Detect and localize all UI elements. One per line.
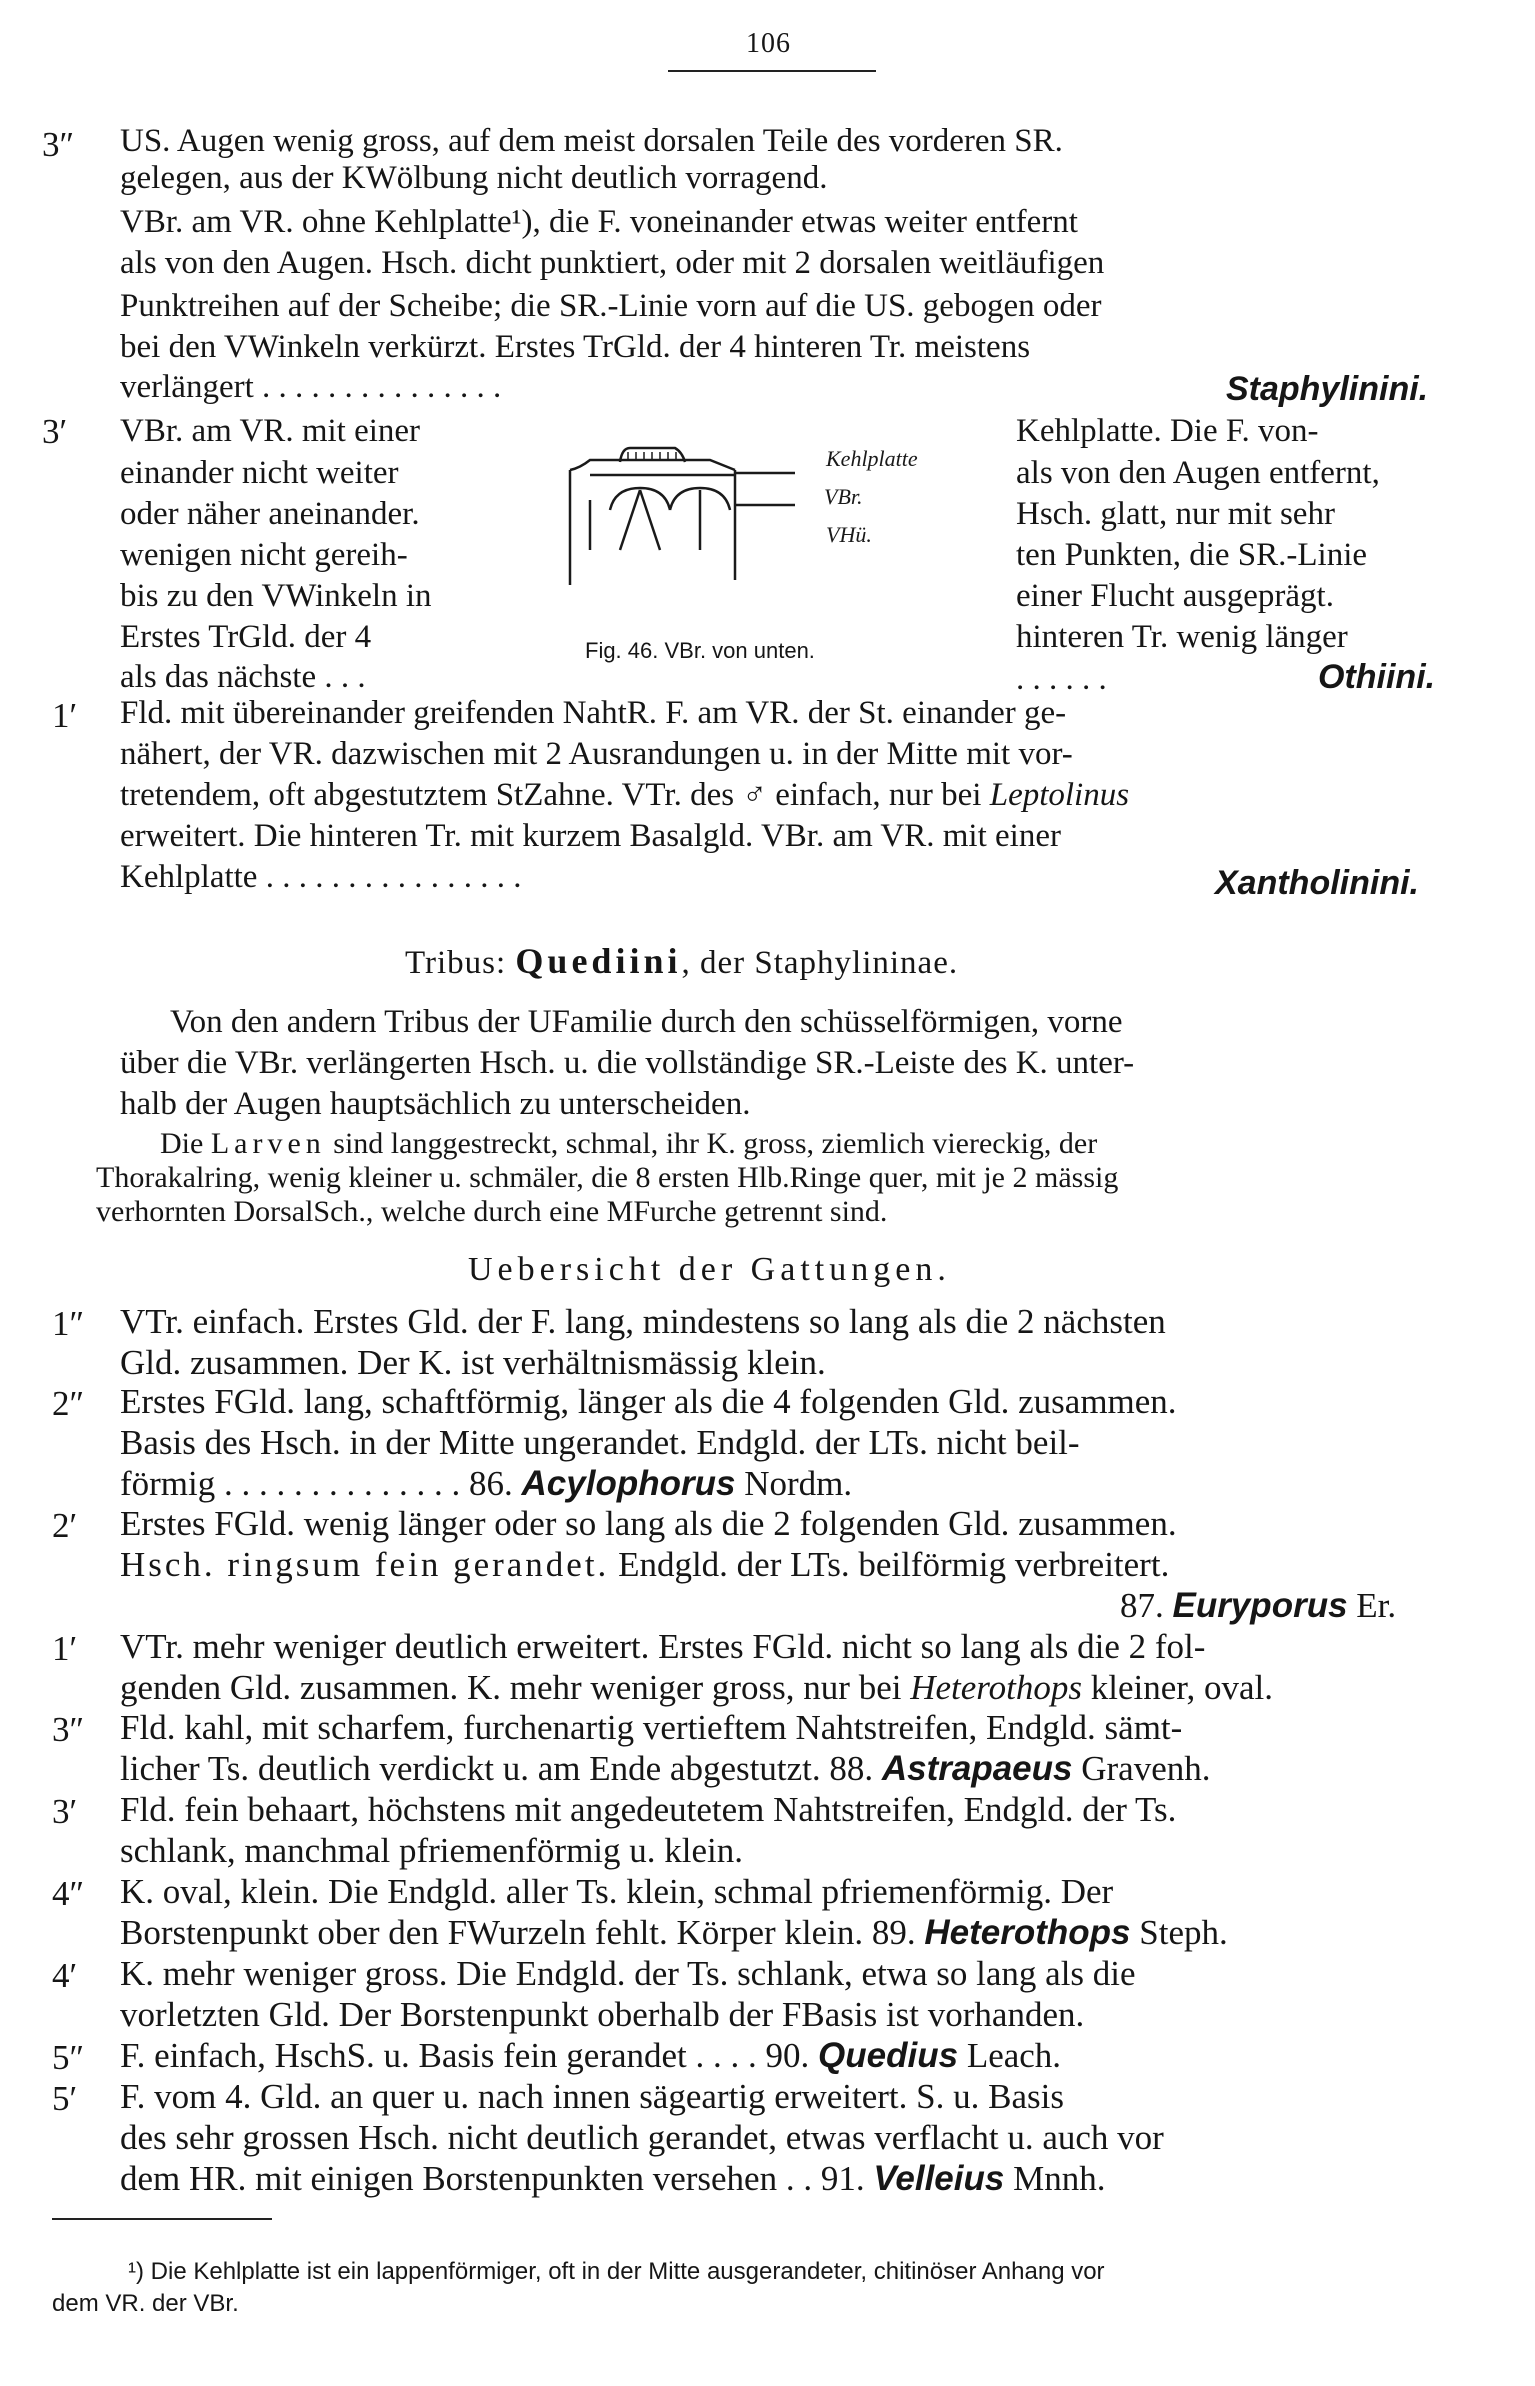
footnote-line: ¹) Die Kehlplatte ist ein lappenförmiger, oft in der Mitte ausgerandeter, chitinöser Anhang vor bbox=[128, 2258, 1105, 2285]
genus-name: Astrapaeus bbox=[881, 1749, 1073, 1788]
header-rule bbox=[668, 70, 876, 72]
key-split-right: einer Flucht ausgeprägt. bbox=[1016, 578, 1334, 614]
key-line: schlank, manchmal pfriemenförmig u. klein. bbox=[120, 1831, 744, 1870]
genus-name: Euryporus bbox=[1172, 1586, 1348, 1625]
key-num: 4″ bbox=[52, 1874, 85, 1913]
key-split-left: VBr. am VR. mit einer bbox=[120, 413, 421, 449]
intro-line: Von den andern Tribus der UFamilie durch den schüsselförmigen, vorne bbox=[170, 1004, 1123, 1040]
key-num: 2′ bbox=[52, 1506, 78, 1545]
key-line: Hsch. ringsum fein gerandet. Endgld. der LTs. beilförmig verbreitert. bbox=[120, 1545, 1170, 1584]
figure-label-kehlplatte: Kehlplatte bbox=[826, 446, 918, 471]
footnote-rule bbox=[52, 2218, 272, 2220]
key-line: licher Ts. deutlich verdickt u. am Ende abgestutzt. 88. Astrapaeus Gravenh. bbox=[120, 1749, 1211, 1788]
genus-name: Quedius bbox=[818, 2036, 959, 2075]
taxon-name: Othiini. bbox=[1318, 658, 1436, 696]
key-split-right: ten Punkten, die SR.-Linie bbox=[1016, 537, 1368, 573]
page-number: 106 bbox=[746, 28, 791, 59]
key-line: F. einfach, HschS. u. Basis fein gerandet . . . . 90. Quedius Leach. bbox=[120, 2036, 1062, 2075]
key-line: 87. Euryporus Er. bbox=[1120, 1586, 1397, 1625]
key-num: 5″ bbox=[52, 2038, 85, 2077]
key-num: 4′ bbox=[52, 1956, 78, 1995]
prothorax-diagram bbox=[550, 440, 970, 620]
key-num: 3′ bbox=[42, 412, 68, 451]
key-split-left: einander nicht weiter bbox=[120, 455, 399, 491]
tribus-name: Quediini bbox=[515, 941, 682, 981]
tribus-heading: Tribus: Quediini, der Staphylininae. bbox=[405, 941, 959, 981]
figure-label-vbr: VBr. bbox=[824, 484, 863, 509]
key-line: förmig . . . . . . . . . . . . . . 86. Acylophorus Nordm. bbox=[120, 1464, 853, 1503]
genus-name: Acylophorus bbox=[521, 1464, 736, 1503]
key-split-right: . . . . . . bbox=[1016, 661, 1107, 697]
key-line: des sehr grossen Hsch. nicht deutlich gerandet, etwas verflacht u. auch vor bbox=[120, 2118, 1164, 2157]
key-split-left: als das nächste . . . bbox=[120, 659, 366, 695]
key-line: dem HR. mit einigen Borstenpunkten versehen . . 91. Velleius Mnnh. bbox=[120, 2159, 1106, 2198]
genus-name: Heterothops bbox=[924, 1913, 1131, 1952]
key-num: 1′ bbox=[52, 1629, 78, 1668]
key-num: 3″ bbox=[42, 125, 75, 164]
key-line: als von den Augen. Hsch. dicht punktiert, oder mit 2 dorsalen weitläufigen bbox=[120, 245, 1105, 281]
section-heading: Uebersicht der Gattungen. bbox=[468, 1251, 951, 1288]
key-split-right: Hsch. glatt, nur mit sehr bbox=[1016, 496, 1335, 532]
key-line: Borstenpunkt ober den FWurzeln fehlt. Körper klein. 89. Heterothops Steph. bbox=[120, 1913, 1228, 1952]
key-line: Erstes FGld. wenig länger oder so lang als die 2 folgenden Gld. zusammen. bbox=[120, 1504, 1177, 1543]
key-line: verlängert . . . . . . . . . . . . . . . bbox=[120, 369, 502, 405]
key-num: 3′ bbox=[52, 1792, 78, 1831]
key-split-right: als von den Augen entfernt, bbox=[1016, 455, 1380, 491]
larven-line: Die Larven sind langgestreckt, schmal, ihr K. gross, ziemlich viereckig, der bbox=[160, 1127, 1098, 1160]
key-line: Fld. kahl, mit scharfem, furchenartig vertieftem Nahtstreifen, Endgld. sämt- bbox=[120, 1708, 1183, 1747]
key-line: K. oval, klein. Die Endgld. aller Ts. klein, schmal pfriemenförmig. Der bbox=[120, 1872, 1114, 1911]
key-line: erweitert. Die hinteren Tr. mit kurzem Basalgld. VBr. am VR. mit einer bbox=[120, 818, 1061, 854]
key-split-right: Kehlplatte. Die F. von- bbox=[1016, 413, 1319, 449]
key-line: K. mehr weniger gross. Die Endgld. der Ts. schlank, etwa so lang als die bbox=[120, 1954, 1136, 1993]
larven-line: Thorakalring, wenig kleiner u. schmäler, die 8 ersten Hlb.Ringe quer, mit je 2 mässig bbox=[96, 1161, 1119, 1194]
key-line: gelegen, aus der KWölbung nicht deutlich vorragend. bbox=[120, 160, 828, 196]
key-split-right: hinteren Tr. wenig länger bbox=[1016, 619, 1348, 655]
key-line: Punktreihen auf der Scheibe; die SR.-Linie vorn auf die US. gebogen oder bbox=[120, 288, 1102, 324]
key-split-left: bis zu den VWinkeln in bbox=[120, 578, 432, 614]
taxon-name: Xantholinini. bbox=[1215, 864, 1419, 902]
footnote-line: dem VR. der VBr. bbox=[52, 2290, 239, 2317]
key-line: genden Gld. zusammen. K. mehr weniger gross, nur bei Heterothops kleiner, oval. bbox=[120, 1668, 1273, 1707]
key-line: Fld. fein behaart, höchstens mit angedeutetem Nahtstreifen, Endgld. der Ts. bbox=[120, 1790, 1177, 1829]
key-num: 2″ bbox=[52, 1384, 85, 1423]
taxon-name: Staphylinini. bbox=[1226, 370, 1429, 408]
key-line: VBr. am VR. ohne Kehlplatte¹), die F. voneinander etwas weiter entfernt bbox=[120, 204, 1078, 240]
key-line: Kehlplatte . . . . . . . . . . . . . . . . bbox=[120, 859, 522, 895]
key-line: F. vom 4. Gld. an quer u. nach innen sägeartig erweitert. S. u. Basis bbox=[120, 2077, 1064, 2116]
key-num: 1″ bbox=[52, 1304, 85, 1343]
intro-line: halb der Augen hauptsächlich zu unterscheiden. bbox=[120, 1086, 751, 1122]
figure-caption: Fig. 46. VBr. von unten. bbox=[585, 638, 815, 663]
figure-label-vhu: VHü. bbox=[826, 522, 872, 547]
key-line: VTr. einfach. Erstes Gld. der F. lang, mindestens so lang als die 2 nächsten bbox=[120, 1302, 1166, 1341]
key-line: Gld. zusammen. Der K. ist verhältnismässig klein. bbox=[120, 1343, 826, 1382]
key-num: 1′ bbox=[52, 696, 78, 735]
intro-line: über die VBr. verlängerten Hsch. u. die vollständige SR.-Leiste des K. unter- bbox=[120, 1045, 1135, 1081]
key-line: Erstes FGld. lang, schaftförmig, länger als die 4 folgenden Gld. zusammen. bbox=[120, 1382, 1177, 1421]
key-split-left: Erstes TrGld. der 4 bbox=[120, 619, 372, 655]
key-line: nähert, der VR. dazwischen mit 2 Ausrandungen u. in der Mitte mit vor- bbox=[120, 736, 1073, 772]
key-line: bei den VWinkeln verkürzt. Erstes TrGld. der 4 hinteren Tr. meistens bbox=[120, 329, 1031, 365]
key-num: 3″ bbox=[52, 1710, 85, 1749]
key-line: Basis des Hsch. in der Mitte ungerandet. Endgld. der LTs. nicht beil- bbox=[120, 1423, 1080, 1462]
genus-name: Velleius bbox=[873, 2159, 1005, 2198]
key-line: US. Augen wenig gross, auf dem meist dorsalen Teile des vorderen SR. bbox=[120, 123, 1063, 159]
key-split-left: wenigen nicht gereih- bbox=[120, 537, 408, 573]
key-line: VTr. mehr weniger deutlich erweitert. Erstes FGld. nicht so lang als die 2 fol- bbox=[120, 1627, 1206, 1666]
key-line: vorletzten Gld. Der Borstenpunkt oberhalb der FBasis ist vorhanden. bbox=[120, 1995, 1085, 2034]
key-line: Fld. mit übereinander greifenden NahtR. F. am VR. der St. einander ge- bbox=[120, 695, 1067, 731]
key-split-left: oder näher aneinander. bbox=[120, 496, 420, 532]
larven-line: verhornten DorsalSch., welche durch eine MFurche getrennt sind. bbox=[96, 1195, 888, 1228]
key-num: 5′ bbox=[52, 2079, 78, 2118]
key-line: tretendem, oft abgestutztem StZahne. VTr. des ♂ einfach, nur bei Leptolinus bbox=[120, 777, 1130, 813]
